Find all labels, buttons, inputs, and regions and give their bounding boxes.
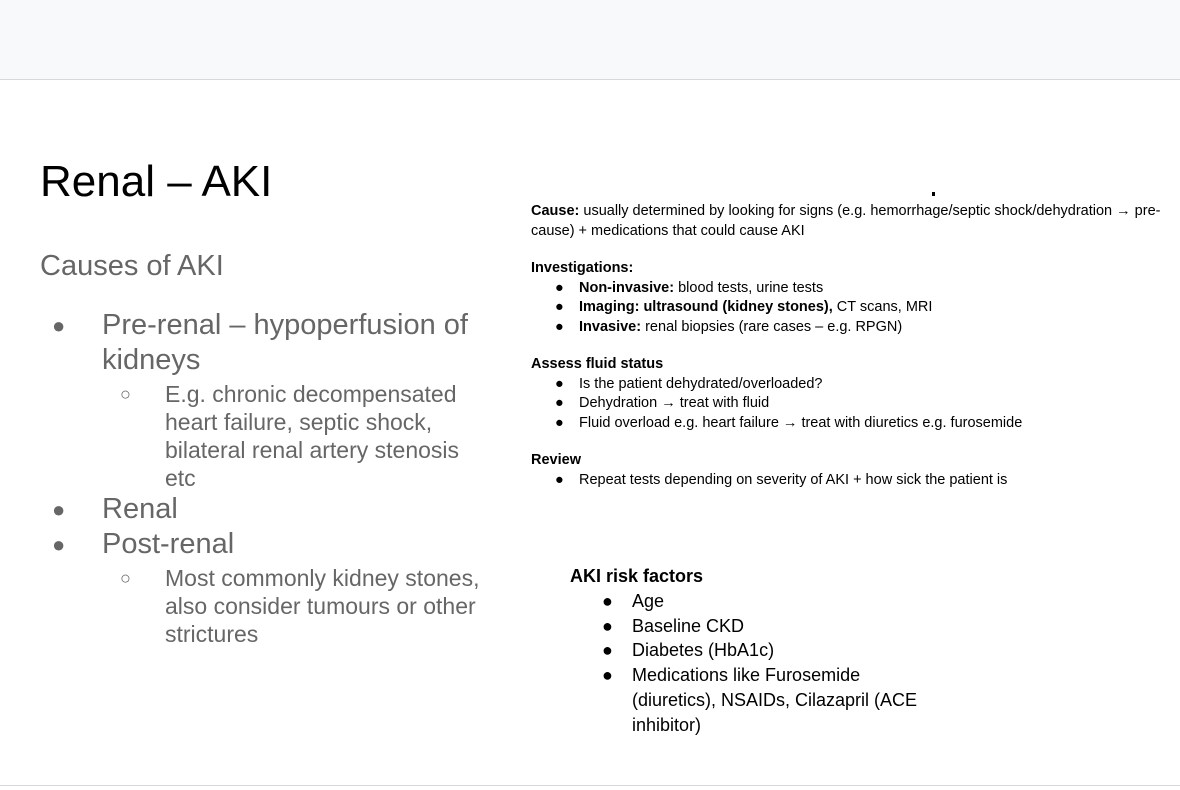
slide-title: Renal – AKI xyxy=(40,157,273,206)
list-item: ● Fluid overload e.g. heart failure → treat with diuretics e.g. furosemide xyxy=(531,414,1161,434)
bullet-icon: ● xyxy=(602,665,613,686)
bullet-icon: ● xyxy=(555,471,564,488)
bullet-icon: ● xyxy=(602,590,613,611)
bullet-icon: ● xyxy=(602,615,613,636)
prerenal-example: E.g. chronic decompensated heart failure, septic shock, bilateral renal artery stenosis etc xyxy=(165,381,460,491)
list-item xyxy=(40,492,480,527)
cause-label-renal: Renal xyxy=(102,493,178,525)
risk-factors-block xyxy=(570,564,930,738)
review-heading: Review xyxy=(531,452,581,468)
bullet-icon: ● xyxy=(555,395,564,411)
list-item: ● Is the patient dehydrated/overloaded? xyxy=(531,375,1161,395)
bullet-icon: ● xyxy=(555,299,564,315)
list-item xyxy=(40,308,480,378)
sub-list-item xyxy=(40,380,480,492)
hollow-bullet-icon: ○ xyxy=(120,384,131,404)
cause-label-prerenal: Pre-renal – hypoperfusion of kidneys xyxy=(102,309,468,376)
list-item: ● Age xyxy=(570,589,930,614)
cause-label-postrenal: Post-renal xyxy=(102,528,235,560)
list-item: ● Imaging: ultrasound (kidney stones), CT scans, MRI xyxy=(531,298,1161,318)
bullet-icon: ● xyxy=(555,375,564,392)
hollow-bullet-icon: ○ xyxy=(120,568,131,588)
bullet-icon: ● xyxy=(602,640,613,661)
sub-list xyxy=(40,380,480,492)
list-item: ● Medications like Furosemide (diuretics), NSAIDs, Cilazapril (ACE inhibitor) xyxy=(602,665,918,735)
list-item: ● Invasive: renal biopsies (rare cases – e.g. RPGN) xyxy=(531,318,1161,338)
list-item xyxy=(40,527,480,562)
investigations-heading: Investigations: xyxy=(531,260,634,276)
top-toolbar-area xyxy=(0,0,1180,80)
list-item: ● Non-invasive: blood tests, urine tests xyxy=(531,279,1161,299)
cause-paragraph: Cause: usually determined by looking for signs (e.g. hemorrhage/septic shock/dehydration → pre-cause) + medications that could cause AKI xyxy=(531,203,1161,239)
slide-subtitle: Causes of AKI xyxy=(40,250,224,282)
notes-image-block xyxy=(531,202,1161,490)
list-item: ● Dehydration → treat with fluid xyxy=(531,394,1161,414)
bullet-icon: ● xyxy=(52,497,66,522)
list-item: ● Repeat tests depending on severity of AKI + how sick the patient is xyxy=(531,471,1161,491)
fluid-status-heading: Assess fluid status xyxy=(531,356,664,372)
sub-list-item xyxy=(40,564,480,648)
bullet-icon: ● xyxy=(52,532,66,557)
causes-list xyxy=(40,308,480,648)
bullet-icon: ● xyxy=(555,318,564,335)
dot-mark xyxy=(932,192,935,196)
bullet-icon: ● xyxy=(555,279,564,296)
bullet-icon: ● xyxy=(52,313,66,338)
postrenal-example: Most commonly kidney stones, also consider tumours or other strictures xyxy=(165,565,480,647)
slide-canvas xyxy=(0,80,1180,785)
bottom-divider xyxy=(0,785,1180,786)
risk-factors-heading: AKI risk factors xyxy=(570,566,704,586)
list-item: ● Baseline CKD xyxy=(570,614,930,639)
sub-list xyxy=(40,564,480,648)
bullet-icon: ● xyxy=(555,414,564,431)
list-item: ● Diabetes (HbA1c) xyxy=(570,638,930,663)
